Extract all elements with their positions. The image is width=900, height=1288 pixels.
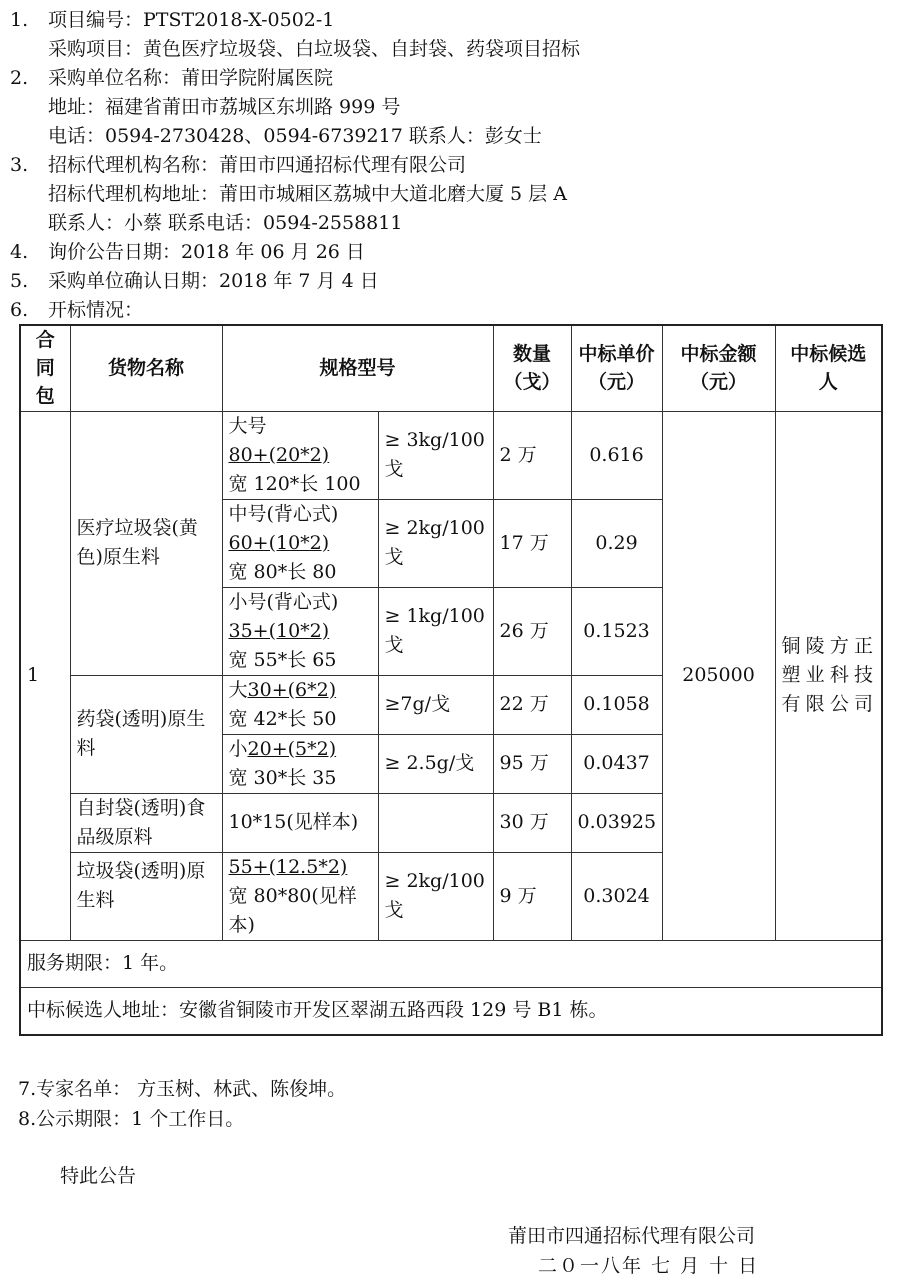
experts-list: 7.专家名单： 方玉树、林武、陈俊坤。 xyxy=(18,1078,347,1100)
purchaser-address: 地址：福建省莆田市荔城区东圳路 999 号 xyxy=(48,96,401,118)
publicity-period: 8.公示期限：1 个工作日。 xyxy=(18,1108,245,1130)
spec-cell xyxy=(222,587,378,675)
unit-price: 0.03925 xyxy=(571,793,662,852)
spec-width-length: 宽 80*80(见样本) xyxy=(228,884,357,936)
signing-company: 莆田市四通招标代理有限公司 xyxy=(508,1225,756,1247)
spec-width-length: 宽 55*长 65 xyxy=(228,648,337,671)
agency-contact: 联系人：小蔡 联系电话：0594-2558811 xyxy=(48,212,403,234)
bid-result-table xyxy=(19,324,883,1036)
spec-width-length: 宽 30*长 35 xyxy=(228,766,337,789)
inquiry-date: 询价公告日期：2018 年 06 月 26 日 xyxy=(48,241,365,263)
item-4-number: 4. xyxy=(10,241,29,263)
spec-load: ≥ 2kg/100 戈 xyxy=(378,499,493,587)
spec-load: ≥ 2.5g/戈 xyxy=(378,734,493,793)
quantity: 9 万 xyxy=(493,852,571,940)
header-package: 合同包 xyxy=(20,325,70,411)
confirm-date: 采购单位确认日期：2018 年 7 月 4 日 xyxy=(48,270,379,292)
quantity: 95 万 xyxy=(493,734,571,793)
spec-dims: 60+(10*2) xyxy=(228,531,330,554)
item-2-number: 2. xyxy=(10,67,29,89)
bid-opening-label: 开标情况： xyxy=(48,299,144,321)
spec-cell xyxy=(222,499,378,587)
spec-size: 小号(背心式) xyxy=(228,590,339,613)
quantity: 17 万 xyxy=(493,499,571,587)
header-qty: 数量（戈） xyxy=(493,325,571,411)
spec-dims: 30+(6*2) xyxy=(247,678,337,701)
spec-cell xyxy=(222,734,378,793)
project-name: 采购项目：黄色医疗垃圾袋、白垃圾袋、自封袋、药袋项目招标 xyxy=(48,38,581,60)
quantity: 22 万 xyxy=(493,675,571,734)
agency-name: 招标代理机构名称：莆田市四通招标代理有限公司 xyxy=(48,154,467,176)
spec-dims: 55+(12.5*2) xyxy=(228,855,348,878)
quantity: 30 万 xyxy=(493,793,571,852)
goods-name: 自封袋(透明)食品级原料 xyxy=(70,793,222,852)
spec-size: 10*15(见样本) xyxy=(228,811,359,833)
header-spec: 规格型号 xyxy=(222,325,493,411)
quantity: 26 万 xyxy=(493,587,571,675)
project-number: 项目编号：PTST2018-X-0502-1 xyxy=(48,9,335,31)
header-amount: 中标金额（元） xyxy=(662,325,775,411)
purchaser-contact: 电话：0594-2730428、0594-6739217 联系人：彭女士 xyxy=(48,125,542,147)
package-number: 1 xyxy=(20,411,70,940)
spec-dims: 20+(5*2) xyxy=(247,737,337,760)
goods-name: 医疗垃圾袋(黄色)原生料 xyxy=(70,411,222,675)
signing-date: 二０一八年 七 月 十 日 xyxy=(538,1255,760,1277)
spec-cell xyxy=(222,852,378,940)
spec-size: 大号 xyxy=(228,414,267,437)
spec-cell xyxy=(222,675,378,734)
spec-load: ≥ 3kg/100 戈 xyxy=(378,411,493,499)
header-candidate: 中标候选人 xyxy=(775,325,882,411)
spec-dims: 35+(10*2) xyxy=(228,619,330,642)
unit-price: 0.3024 xyxy=(571,852,662,940)
table-row xyxy=(20,411,882,499)
spec-cell xyxy=(222,411,378,499)
spec-size: 小 xyxy=(228,737,248,760)
candidate-name: 铜陵方正塑业科技有限公司 xyxy=(775,411,882,940)
spec-load: ≥ 2kg/100 戈 xyxy=(378,852,493,940)
spec-load: ≥ 1kg/100 戈 xyxy=(378,587,493,675)
spec-width-length: 宽 120*长 100 xyxy=(228,472,361,495)
unit-price: 0.1058 xyxy=(571,675,662,734)
spec-dims: 80+(20*2) xyxy=(228,443,330,466)
quantity: 2 万 xyxy=(493,411,571,499)
purchaser-name: 采购单位名称：莆田学院附属医院 xyxy=(48,67,334,89)
unit-price: 0.0437 xyxy=(571,734,662,793)
header-goods: 货物名称 xyxy=(70,325,222,411)
spec-width-length: 宽 80*长 80 xyxy=(228,560,337,583)
notice-text: 特此公告 xyxy=(60,1165,137,1187)
address-row xyxy=(20,987,882,1035)
spec-size: 中号(背心式) xyxy=(228,502,339,525)
unit-price: 0.1523 xyxy=(571,587,662,675)
item-3-number: 3. xyxy=(10,154,29,176)
candidate-address: 中标候选人地址：安徽省铜陵市开发区翠湖五路西段 129 号 B1 栋。 xyxy=(20,987,882,1035)
spec-width-length: 宽 42*长 50 xyxy=(228,707,337,730)
spec-size: 大 xyxy=(228,678,248,701)
item-6-number: 6. xyxy=(10,299,29,321)
agency-address: 招标代理机构地址：莆田市城厢区荔城中大道北磨大厦 5 层 A xyxy=(48,183,567,205)
unit-price: 0.29 xyxy=(571,499,662,587)
goods-name: 垃圾袋(透明)原生料 xyxy=(70,852,222,940)
table-header-row xyxy=(20,325,882,411)
unit-price: 0.616 xyxy=(571,411,662,499)
spec-load: ≥7g/戈 xyxy=(378,675,493,734)
goods-name: 药袋(透明)原生料 xyxy=(70,675,222,793)
service-period: 服务期限：1 年。 xyxy=(20,940,882,987)
spec-load xyxy=(378,793,493,852)
item-5-number: 5. xyxy=(10,270,29,292)
service-row xyxy=(20,940,882,987)
total-amount: 205000 xyxy=(662,411,775,940)
header-price: 中标单价（元） xyxy=(571,325,662,411)
spec-cell xyxy=(222,793,378,852)
item-1-number: 1. xyxy=(10,9,29,31)
